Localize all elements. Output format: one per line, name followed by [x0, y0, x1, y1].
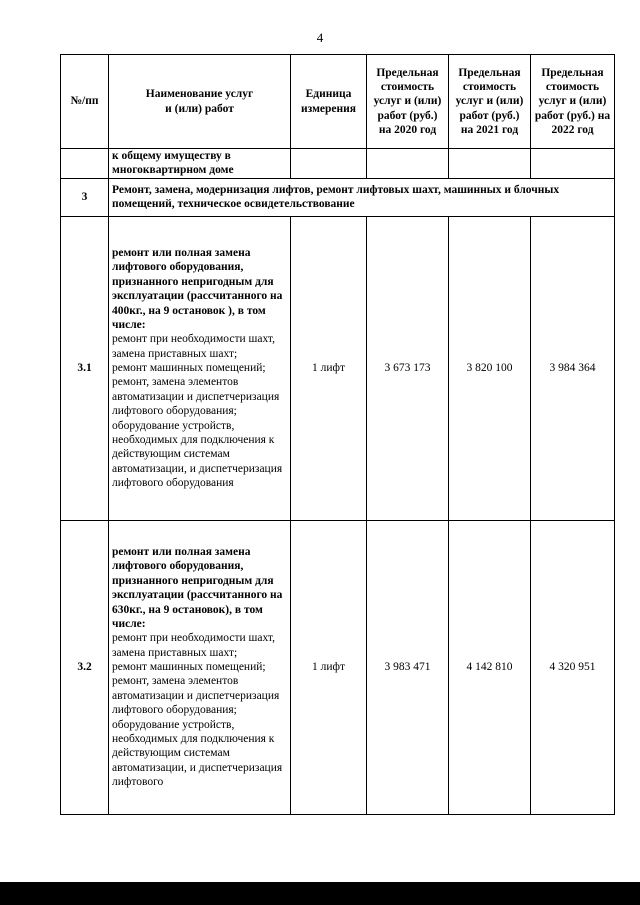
table-row [61, 520, 615, 814]
header-unit: Единица измерения [291, 55, 367, 149]
row-unit: 1 лифт [291, 216, 367, 520]
header-name [109, 55, 291, 149]
row-item: ремонт, замена элементов автоматизации и диспетчеризация лифтового оборудования; [112, 376, 280, 418]
row-title: ремонт или полная замена лифтового оборудования, признанного непригодным для эксплуатации (рассчитанного на 630кг., на 9 остановок), в том числе: [112, 546, 283, 630]
table-row [61, 216, 615, 520]
row-price-2020: 3 673 173 [367, 216, 449, 520]
page-number: 4 [316, 30, 324, 45]
row-price-2020: 3 983 471 [367, 520, 449, 814]
scan-bottom-edge [0, 882, 640, 905]
table-header-row [61, 55, 615, 149]
row-item: ремонт, замена элементов автоматизации и диспетчеризация лифтового оборудования; [112, 675, 280, 717]
row-price-2022: 4 320 951 [531, 520, 615, 814]
header-name-line1: Наименование услуг [145, 88, 254, 101]
continuation-text: к общему имуществу в многоквартирном доме [109, 149, 291, 179]
row-item: оборудование устройств, необходимых для подключения к действующим системам автоматизации, и диспетчеризация лифтового оборудования [112, 419, 283, 490]
section-num: 3 [61, 178, 109, 216]
row-item: оборудование устройств, необходимых для подключения к действующим системам автоматизации, и диспетчеризация лифтового [112, 718, 283, 789]
row-num: 3.1 [61, 216, 109, 520]
row-item: ремонт при необходимости шахт, замена приставных шахт; [112, 333, 275, 360]
row-name [109, 216, 291, 520]
header-num: №/пп [61, 55, 109, 149]
row-price-2021: 3 820 100 [449, 216, 531, 520]
header-2020: Предельная стоимость услуг и (или) работ (руб.) на 2020 год [367, 55, 449, 149]
row-item: ремонт машинных помещений; [112, 661, 266, 674]
row-price-2021: 4 142 810 [449, 520, 531, 814]
section-title: Ремонт, замена, модернизация лифтов, ремонт лифтовых шахт, машинных и блочных помещений, техническое освидетельствование [109, 178, 615, 216]
row-num: 3.2 [61, 520, 109, 814]
price-table [60, 54, 615, 815]
row-item: ремонт при необходимости шахт, замена приставных шахт; [112, 632, 275, 659]
continuation-row [61, 149, 615, 179]
header-2021: Предельная стоимость услуг и (или) работ (руб.) на 2021 год [449, 55, 531, 149]
row-title: ремонт или полная замена лифтового оборудования, признанного непригодным для эксплуатации (рассчитанного на 400кг., на 9 остановок ), в том числе: [112, 247, 283, 331]
row-name [109, 520, 291, 814]
header-2022: Предельная стоимость услуг и (или) работ (руб.) на 2022 год [531, 55, 615, 149]
row-item: ремонт машинных помещений; [112, 362, 266, 375]
row-unit: 1 лифт [291, 520, 367, 814]
header-name-line2: и (или) работ [165, 102, 234, 115]
row-price-2022: 3 984 364 [531, 216, 615, 520]
section-row [61, 178, 615, 216]
